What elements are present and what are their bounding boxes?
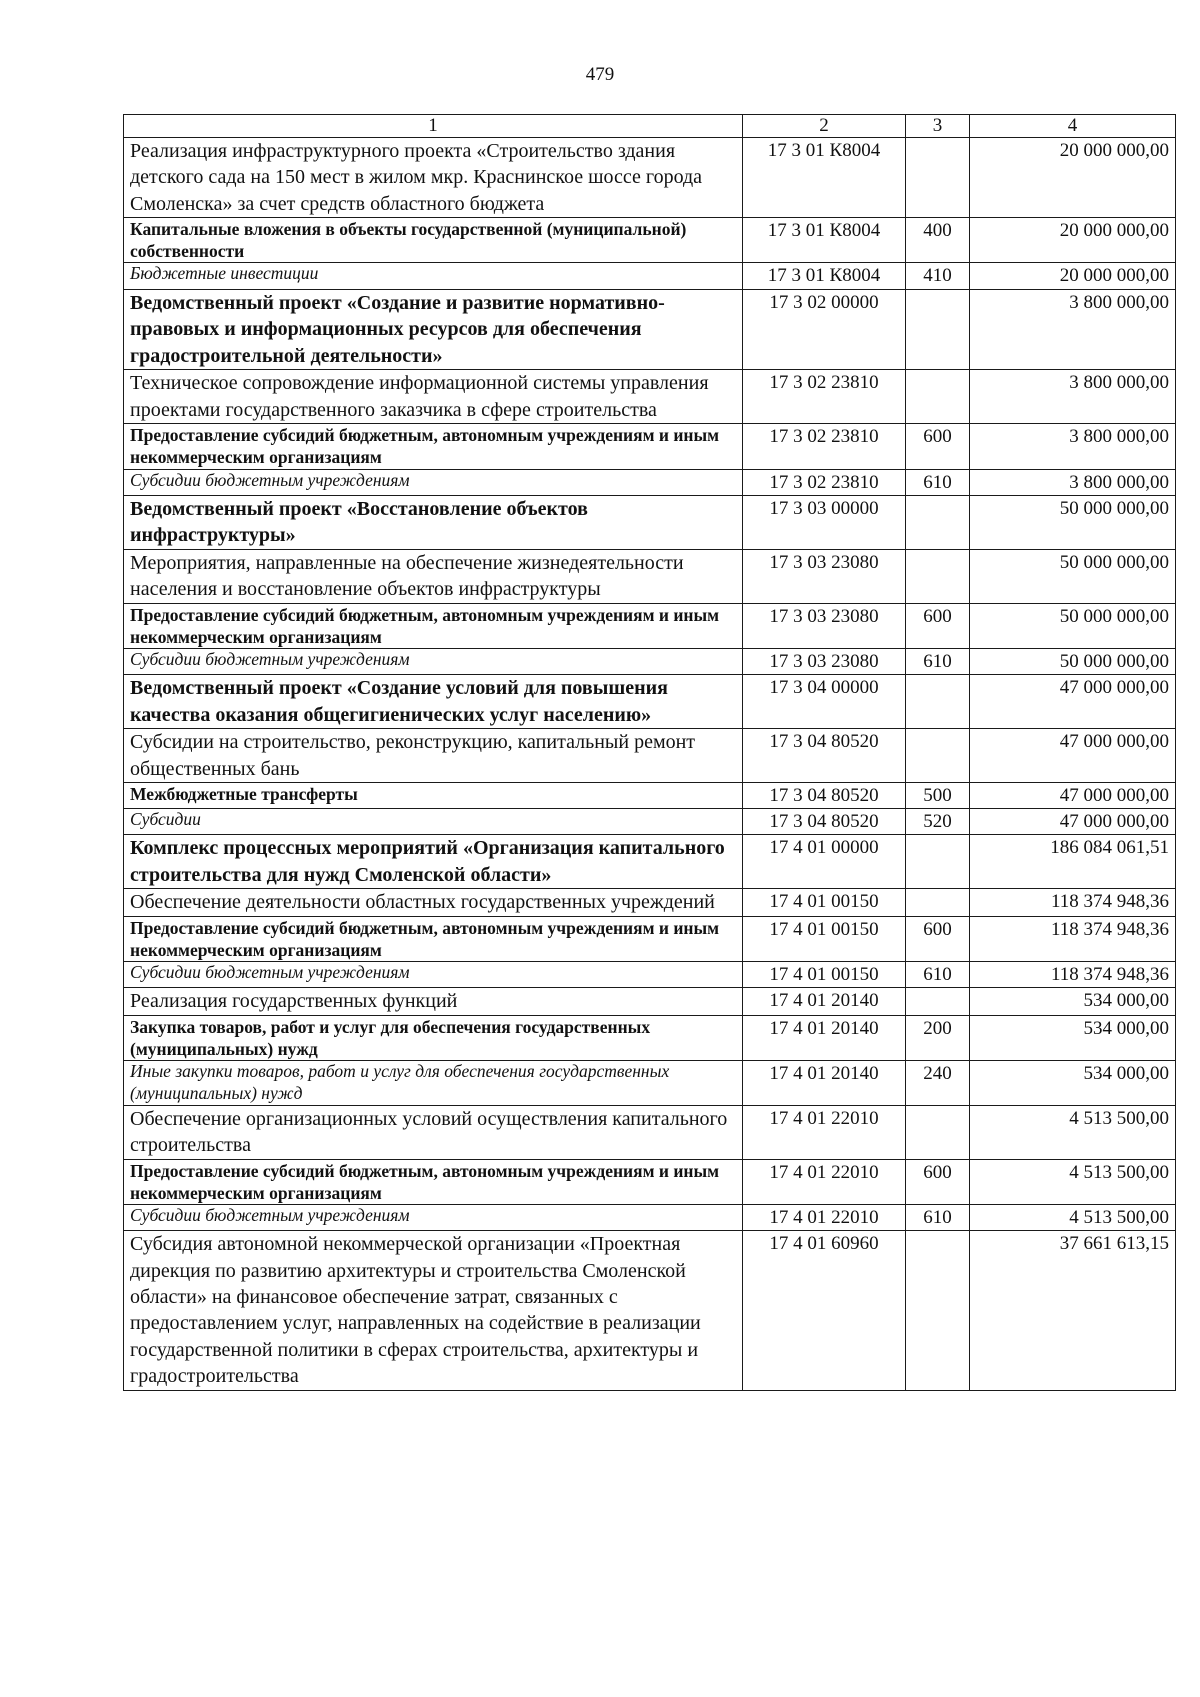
- table-row: [124, 835, 1176, 889]
- row-sum-cell: 47 000 000,00: [970, 809, 1176, 835]
- row-code-cell: 17 4 01 60960: [743, 1231, 906, 1390]
- row-kvr-cell: 240: [906, 1061, 970, 1106]
- row-sum-cell: 20 000 000,00: [970, 218, 1176, 263]
- row-name-cell: Капитальные вложения в объекты государственной (муниципальной) собственности: [124, 218, 743, 263]
- row-name-cell: Ведомственный проект «Создание условий для повышения качества оказания общегигиенических услуг населению»: [124, 675, 743, 729]
- budget-table: [123, 114, 1176, 1391]
- table-row: [124, 1105, 1176, 1159]
- column-header-2: 2: [743, 115, 906, 138]
- row-code-cell: 17 3 02 00000: [743, 289, 906, 370]
- table-row: [124, 289, 1176, 370]
- row-code-cell: 17 3 01 К8004: [743, 218, 906, 263]
- row-name-cell: Субсидии: [124, 809, 743, 835]
- table-row: [124, 649, 1176, 675]
- table-row: [124, 549, 1176, 603]
- row-code-cell: 17 3 01 К8004: [743, 263, 906, 289]
- row-code-cell: 17 3 04 80520: [743, 729, 906, 783]
- table-row: [124, 137, 1176, 217]
- row-name-cell: Реализация государственных функций: [124, 988, 743, 1015]
- row-sum-cell: 186 084 061,51: [970, 835, 1176, 889]
- row-code-cell: 17 4 01 00150: [743, 889, 906, 916]
- row-sum-cell: 3 800 000,00: [970, 469, 1176, 495]
- table-row: [124, 1015, 1176, 1060]
- row-kvr-cell: 610: [906, 962, 970, 988]
- row-sum-cell: 50 000 000,00: [970, 495, 1176, 549]
- row-name-cell: Предоставление субсидий бюджетным, автономным учреждениям и иным некоммерческим организациям: [124, 603, 743, 648]
- row-sum-cell: 50 000 000,00: [970, 649, 1176, 675]
- row-sum-cell: 118 374 948,36: [970, 962, 1176, 988]
- row-code-cell: 17 3 03 00000: [743, 495, 906, 549]
- table-body: [124, 137, 1176, 1390]
- row-kvr-cell: [906, 1105, 970, 1159]
- row-kvr-cell: 520: [906, 809, 970, 835]
- row-name-cell: Предоставление субсидий бюджетным, автономным учреждениям и иным некоммерческим организациям: [124, 916, 743, 961]
- row-name-cell: Субсидии бюджетным учреждениям: [124, 469, 743, 495]
- table-row: [124, 469, 1176, 495]
- row-code-cell: 17 3 02 23810: [743, 370, 906, 424]
- row-sum-cell: 118 374 948,36: [970, 916, 1176, 961]
- row-name-cell: Закупка товаров, работ и услуг для обеспечения государственных (муниципальных) нужд: [124, 1015, 743, 1060]
- row-code-cell: 17 3 02 23810: [743, 469, 906, 495]
- row-name-cell: Реализация инфраструктурного проекта «Строительство здания детского сада на 150 мест в жилом мкр. Краснинское шоссе города Смоленска» за счет средств областного бюджета: [124, 137, 743, 217]
- table-row: [124, 1159, 1176, 1204]
- row-code-cell: 17 4 01 20140: [743, 1015, 906, 1060]
- row-sum-cell: 47 000 000,00: [970, 675, 1176, 729]
- row-code-cell: 17 3 04 80520: [743, 809, 906, 835]
- table-row: [124, 1231, 1176, 1390]
- row-sum-cell: 3 800 000,00: [970, 370, 1176, 424]
- row-kvr-cell: [906, 289, 970, 370]
- row-code-cell: 17 3 01 К8004: [743, 137, 906, 217]
- row-sum-cell: 3 800 000,00: [970, 424, 1176, 469]
- row-kvr-cell: 610: [906, 649, 970, 675]
- table-row: [124, 263, 1176, 289]
- table-row: [124, 1061, 1176, 1106]
- table-row: [124, 962, 1176, 988]
- row-sum-cell: 534 000,00: [970, 988, 1176, 1015]
- row-code-cell: 17 3 03 23080: [743, 649, 906, 675]
- row-sum-cell: 3 800 000,00: [970, 289, 1176, 370]
- table-row: [124, 424, 1176, 469]
- row-sum-cell: 50 000 000,00: [970, 549, 1176, 603]
- column-header-3: 3: [906, 115, 970, 138]
- table-row: [124, 495, 1176, 549]
- row-kvr-cell: 600: [906, 916, 970, 961]
- row-name-cell: Иные закупки товаров, работ и услуг для обеспечения государственных (муниципальных) нужд: [124, 1061, 743, 1106]
- page-number: 479: [585, 64, 615, 85]
- column-header-1: 1: [124, 115, 743, 138]
- table-row: [124, 916, 1176, 961]
- table-header-row: [124, 115, 1176, 138]
- table-row: [124, 603, 1176, 648]
- row-kvr-cell: [906, 495, 970, 549]
- row-code-cell: 17 3 02 23810: [743, 424, 906, 469]
- row-code-cell: 17 4 01 22010: [743, 1205, 906, 1231]
- row-kvr-cell: 500: [906, 783, 970, 809]
- table-row: [124, 889, 1176, 916]
- row-sum-cell: 534 000,00: [970, 1061, 1176, 1106]
- row-name-cell: Обеспечение деятельности областных государственных учреждений: [124, 889, 743, 916]
- row-kvr-cell: 410: [906, 263, 970, 289]
- table-row: [124, 370, 1176, 424]
- table-row: [124, 783, 1176, 809]
- row-sum-cell: 47 000 000,00: [970, 729, 1176, 783]
- row-sum-cell: 20 000 000,00: [970, 263, 1176, 289]
- row-name-cell: Субсидии бюджетным учреждениям: [124, 649, 743, 675]
- row-sum-cell: 118 374 948,36: [970, 889, 1176, 916]
- row-name-cell: Субсидии бюджетным учреждениям: [124, 1205, 743, 1231]
- row-code-cell: 17 4 01 22010: [743, 1105, 906, 1159]
- row-code-cell: 17 4 01 20140: [743, 1061, 906, 1106]
- column-header-4: 4: [970, 115, 1176, 138]
- row-code-cell: 17 3 03 23080: [743, 603, 906, 648]
- row-kvr-cell: 610: [906, 469, 970, 495]
- row-code-cell: 17 3 04 00000: [743, 675, 906, 729]
- row-name-cell: Ведомственный проект «Создание и развитие нормативно-правовых и информационных ресурсов для обеспечения градостроительной деятельности»: [124, 289, 743, 370]
- row-sum-cell: 47 000 000,00: [970, 783, 1176, 809]
- row-name-cell: Бюджетные инвестиции: [124, 263, 743, 289]
- row-sum-cell: 4 513 500,00: [970, 1105, 1176, 1159]
- row-code-cell: 17 4 01 00150: [743, 962, 906, 988]
- row-name-cell: Субсидии бюджетным учреждениям: [124, 962, 743, 988]
- row-code-cell: 17 4 01 00000: [743, 835, 906, 889]
- table-row: [124, 218, 1176, 263]
- row-kvr-cell: 600: [906, 603, 970, 648]
- row-kvr-cell: [906, 729, 970, 783]
- row-name-cell: Комплекс процессных мероприятий «Организация капитального строительства для нужд Смоленской области»: [124, 835, 743, 889]
- row-kvr-cell: [906, 835, 970, 889]
- row-kvr-cell: 600: [906, 424, 970, 469]
- row-code-cell: 17 4 01 00150: [743, 916, 906, 961]
- row-name-cell: Техническое сопровождение информационной системы управления проектами государственного заказчика в сфере строительства: [124, 370, 743, 424]
- row-kvr-cell: 600: [906, 1159, 970, 1204]
- row-kvr-cell: [906, 1231, 970, 1390]
- row-kvr-cell: [906, 137, 970, 217]
- row-code-cell: 17 3 04 80520: [743, 783, 906, 809]
- row-name-cell: Предоставление субсидий бюджетным, автономным учреждениям и иным некоммерческим организациям: [124, 424, 743, 469]
- row-name-cell: Обеспечение организационных условий осуществления капитального строительства: [124, 1105, 743, 1159]
- row-kvr-cell: [906, 889, 970, 916]
- row-kvr-cell: [906, 988, 970, 1015]
- row-kvr-cell: [906, 370, 970, 424]
- row-name-cell: Субсидия автономной некоммерческой организации «Проектная дирекция по развитию архитектуры и строительства Смоленской области» на финансовое обеспечение затрат, связанных с предоставлением услуг, направленных на содействие в реализации государственной политики в сферах строительства, архитектуры и градостроительства: [124, 1231, 743, 1390]
- row-kvr-cell: [906, 549, 970, 603]
- row-name-cell: Субсидии на строительство, реконструкцию, капитальный ремонт общественных бань: [124, 729, 743, 783]
- table-row: [124, 729, 1176, 783]
- row-name-cell: Предоставление субсидий бюджетным, автономным учреждениям и иным некоммерческим организациям: [124, 1159, 743, 1204]
- row-code-cell: 17 4 01 20140: [743, 988, 906, 1015]
- table-row: [124, 988, 1176, 1015]
- row-sum-cell: 4 513 500,00: [970, 1159, 1176, 1204]
- table-row: [124, 675, 1176, 729]
- row-kvr-cell: 400: [906, 218, 970, 263]
- row-kvr-cell: 610: [906, 1205, 970, 1231]
- row-sum-cell: 50 000 000,00: [970, 603, 1176, 648]
- row-sum-cell: 37 661 613,15: [970, 1231, 1176, 1390]
- row-sum-cell: 534 000,00: [970, 1015, 1176, 1060]
- row-kvr-cell: 200: [906, 1015, 970, 1060]
- row-sum-cell: 4 513 500,00: [970, 1205, 1176, 1231]
- row-name-cell: Ведомственный проект «Восстановление объектов инфраструктуры»: [124, 495, 743, 549]
- table-row: [124, 809, 1176, 835]
- row-code-cell: 17 4 01 22010: [743, 1159, 906, 1204]
- row-kvr-cell: [906, 675, 970, 729]
- table-row: [124, 1205, 1176, 1231]
- row-code-cell: 17 3 03 23080: [743, 549, 906, 603]
- row-name-cell: Межбюджетные трансферты: [124, 783, 743, 809]
- row-sum-cell: 20 000 000,00: [970, 137, 1176, 217]
- row-name-cell: Мероприятия, направленные на обеспечение жизнедеятельности населения и восстановление объектов инфраструктуры: [124, 549, 743, 603]
